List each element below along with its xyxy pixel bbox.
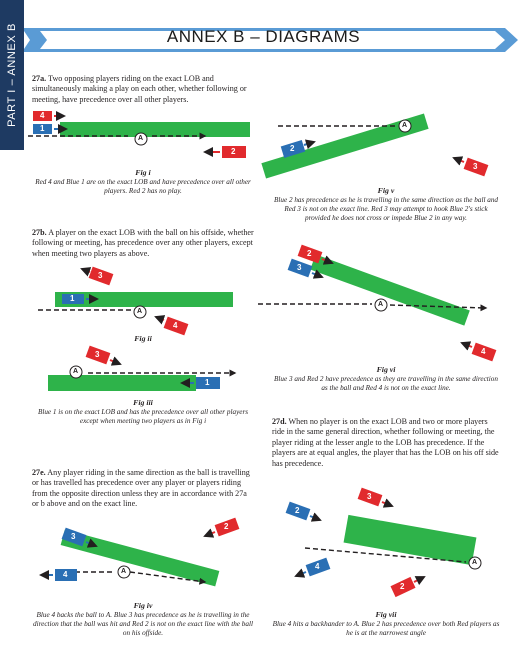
fig-iv-label: Fig iv xyxy=(133,601,153,610)
lob-bar xyxy=(310,254,470,325)
num: 2 xyxy=(290,144,295,153)
ball-label: A xyxy=(378,301,384,308)
num: 3 xyxy=(473,162,478,171)
num: 2 xyxy=(295,506,300,515)
rule-27e xyxy=(32,468,254,510)
lob-bar xyxy=(48,375,196,391)
num: 1 xyxy=(70,294,75,303)
fig-iii-label: Fig iii xyxy=(133,398,153,407)
num: 3 xyxy=(71,532,76,541)
side-tab-label: PART I – ANNEX B xyxy=(6,23,18,127)
rule-27a xyxy=(32,74,254,105)
rule-text: Any player riding in the same direction as the ball is travelling or has travelled has precedence over any player or players riding from the opposite direction unless they are in accordance with 27a or b above and on the exact line. xyxy=(32,468,250,509)
num: 2 xyxy=(400,582,405,591)
side-tab xyxy=(0,0,24,150)
num: 4 xyxy=(40,111,45,120)
rule-number: 27b. xyxy=(32,228,47,237)
num: 4 xyxy=(63,570,68,579)
ball-label: A xyxy=(121,568,127,575)
fig-ii-label: Fig ii xyxy=(134,334,152,343)
fig-vi-label: Fig vi xyxy=(376,365,396,374)
fig-v-label: Fig v xyxy=(377,186,395,195)
ball-label: A xyxy=(402,122,408,129)
fig-i-caption: Red 4 and Blue 1 are on the exact LOB and have precedence over all other players. Red 2 has no play. xyxy=(35,178,251,196)
rule-text: A player on the exact LOB with the ball on his offside, whether following or meeting, has precedence over any other players, except when meeting two players as above. xyxy=(32,228,254,258)
fig-vii-caption: Blue 4 hits a backhander to A. Blue 2 has precedence over both Red players as he is at the narrowest angle xyxy=(272,620,500,638)
num: 4 xyxy=(315,562,320,571)
fig-iii-caption: Blue 1 is on the exact LOB and has the precedence over all other players except when meeting two players as in Fig i xyxy=(37,408,249,426)
rule-number: 27d. xyxy=(272,417,287,426)
num: 2 xyxy=(231,147,236,156)
num: 2 xyxy=(307,249,312,258)
num: 1 xyxy=(205,378,210,387)
num: 3 xyxy=(95,350,100,359)
num: 4 xyxy=(481,347,486,356)
rule-number: 27a. xyxy=(32,74,47,83)
fig-i-label: Fig i xyxy=(135,168,151,177)
fig-vi-caption: Blue 3 and Red 2 have precedence as they are travelling in the same direction as the ball and Red 4 is not on the exact line. xyxy=(274,375,498,393)
fig-ii-diagram xyxy=(38,267,233,336)
num: 3 xyxy=(367,492,372,501)
fig-iv-diagram xyxy=(41,518,239,587)
rule-number: 27e. xyxy=(32,468,46,477)
fig-iv-caption: Blue 4 backs the ball to A. Blue 3 has precedence as he is travelling in the direction that the ball was hit and Red 2 is not on the exact line with the ball on his offside. xyxy=(33,611,253,638)
fig-v-caption: Blue 2 has precedence as he is travelling in the same direction as the ball and Red 3 is not on the exact line. Red 3 may attempt to hook Blue 2's stick provided he does not cross or impede Blue 2 in any way. xyxy=(273,196,499,223)
lob-bar xyxy=(60,122,250,137)
num: 2 xyxy=(224,522,229,531)
num: 3 xyxy=(297,263,302,272)
num: 3 xyxy=(98,271,103,280)
ball-label: A xyxy=(73,368,79,375)
page-title: ANNEX B – DIAGRAMS xyxy=(166,27,361,46)
rule-text: Two opposing players riding on the exact LOB and simultaneously making a play on each other, whether following or meeting, have precedence over all other players. xyxy=(32,74,247,104)
num: 4 xyxy=(173,321,178,330)
num: 1 xyxy=(40,124,45,133)
rule-text: When no player is on the exact LOB and two or more players ride in the same general direction, whether following or meeting, the player riding at the lesser angle to the LOB has precedence. If the players are at equal angles, the player that has the LOB on his off side has precedence. xyxy=(272,417,499,468)
rule-27b xyxy=(32,228,254,259)
ball-label: A xyxy=(137,308,143,315)
ball-label: A xyxy=(472,559,478,566)
fig-vii-label: Fig vii xyxy=(375,610,397,619)
ball-label: A xyxy=(138,135,144,142)
rule-27d xyxy=(272,417,500,469)
fig-vii-diagram xyxy=(286,488,481,597)
fig-v-diagram xyxy=(261,113,488,178)
